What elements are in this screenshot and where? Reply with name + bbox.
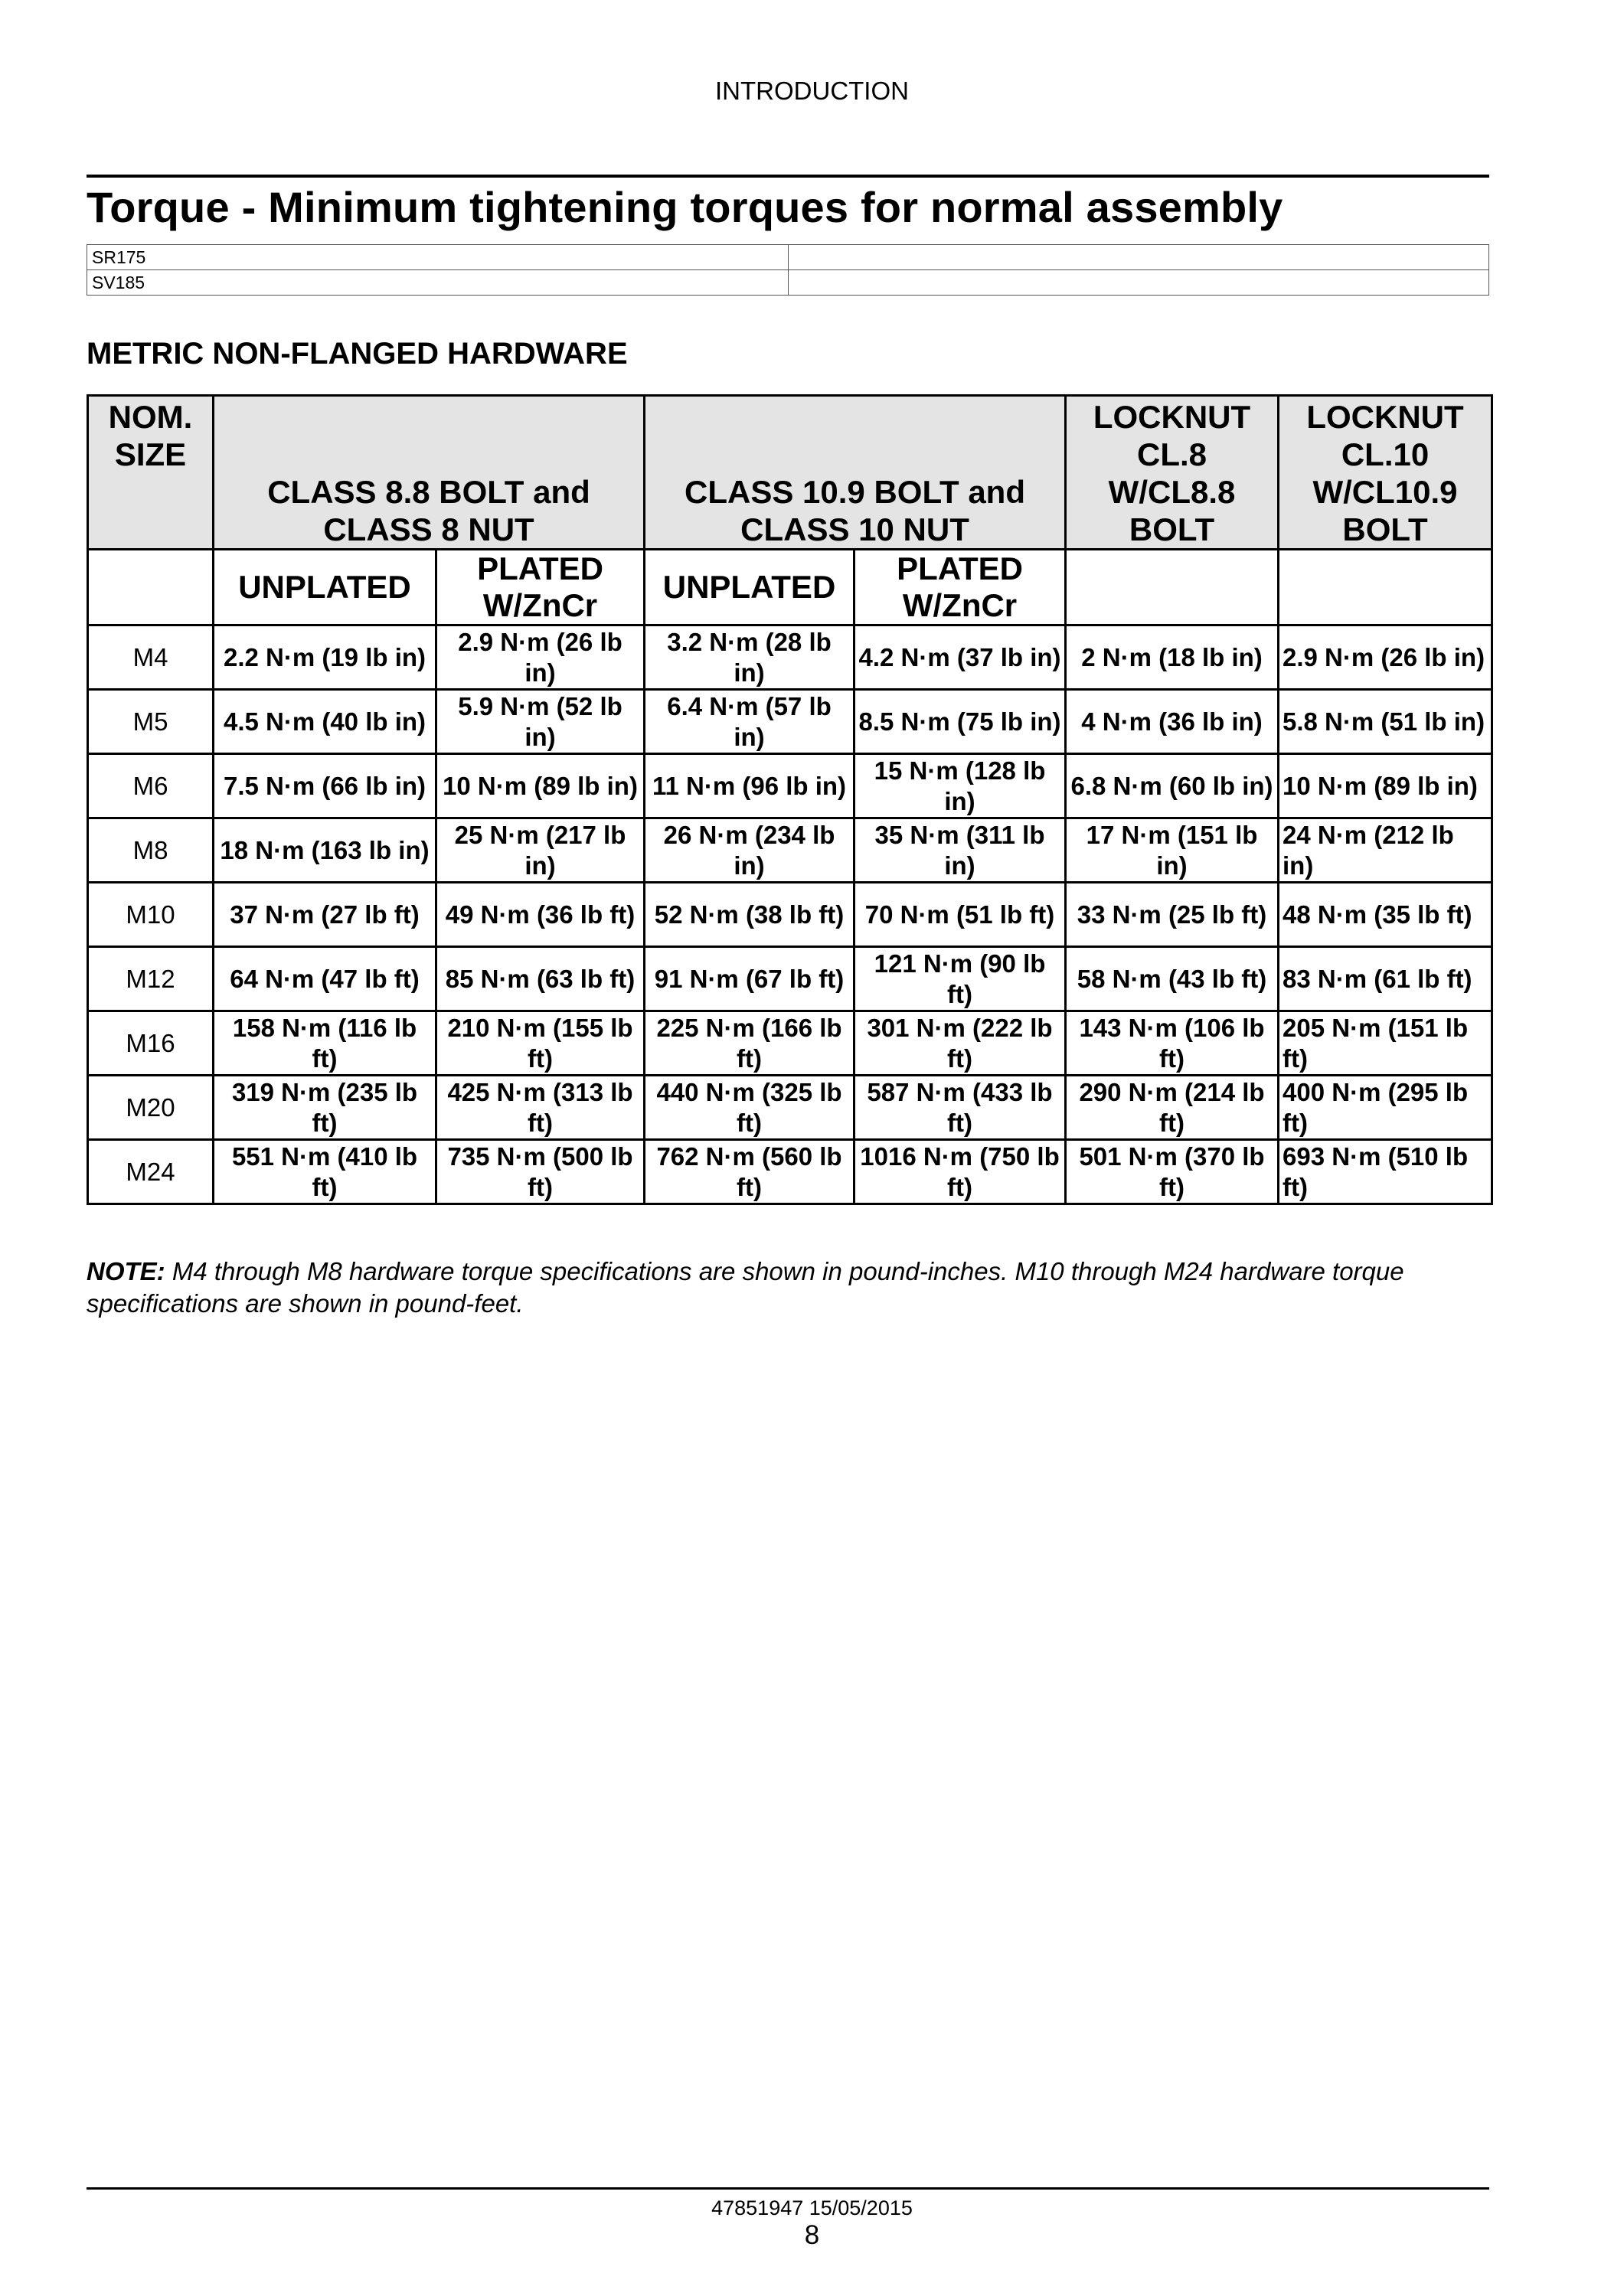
torque-cell: 319 N·m (235 lb ft) [214, 1076, 436, 1140]
size-cell: M6 [88, 754, 214, 818]
torque-cell: 64 N·m (47 lb ft) [214, 947, 436, 1011]
torque-cell: 143 N·m (106 lb ft) [1066, 1011, 1279, 1076]
size-cell: M20 [88, 1076, 214, 1140]
empty-subheader [1279, 550, 1492, 625]
size-cell: M16 [88, 1011, 214, 1076]
torque-cell: 693 N·m (510 lb ft) [1279, 1140, 1492, 1204]
table-row [88, 1076, 1492, 1140]
torque-cell: 301 N·m (222 lb ft) [854, 1011, 1066, 1076]
header-row [88, 396, 1492, 550]
table-row [88, 754, 1492, 818]
torque-cell: 762 N·m (560 lb ft) [645, 1140, 854, 1204]
table-row [88, 1011, 1492, 1076]
section-title: METRIC NON-FLANGED HARDWARE [87, 337, 628, 371]
model-cell: SV185 [87, 270, 789, 296]
torque-cell: 1016 N·m (750 lb ft) [854, 1140, 1066, 1204]
torque-cell: 4.5 N·m (40 lb in) [214, 690, 436, 754]
torque-cell: 400 N·m (295 lb ft) [1279, 1076, 1492, 1140]
page-title: Torque - Minimum tightening torques for normal assembly [87, 183, 1283, 231]
torque-cell: 11 N·m (96 lb in) [645, 754, 854, 818]
plated-subheader: PLATED W/ZnCr [854, 550, 1066, 625]
note-text: M4 through M8 hardware torque specifications are shown in pound-inches. M10 through M24 hardware torque specifications are shown in pound-feet. [87, 1257, 1404, 1318]
size-cell: M5 [88, 690, 214, 754]
title-rule [87, 175, 1489, 178]
model-empty-cell [788, 270, 1489, 296]
torque-cell: 5.8 N·m (51 lb in) [1279, 690, 1492, 754]
unplated-subheader: UNPLATED [645, 550, 854, 625]
torque-cell: 501 N·m (370 lb ft) [1066, 1140, 1279, 1204]
nom-size-header: NOM. SIZE [88, 396, 214, 550]
size-cell: M12 [88, 947, 214, 1011]
torque-cell: 26 N·m (234 lb in) [645, 818, 854, 883]
torque-cell: 10 N·m (89 lb in) [1279, 754, 1492, 818]
torque-cell: 70 N·m (51 lb ft) [854, 883, 1066, 947]
running-header: INTRODUCTION [715, 77, 909, 105]
model-empty-cell [788, 245, 1489, 270]
torque-cell: 85 N·m (63 lb ft) [436, 947, 645, 1011]
torque-cell: 3.2 N·m (28 lb in) [645, 625, 854, 690]
model-row [87, 270, 1489, 296]
size-cell: M8 [88, 818, 214, 883]
page-number: 8 [804, 2220, 820, 2250]
torque-cell: 6.4 N·m (57 lb in) [645, 690, 854, 754]
torque-cell: 25 N·m (217 lb in) [436, 818, 645, 883]
torque-cell: 7.5 N·m (66 lb in) [214, 754, 436, 818]
torque-cell: 440 N·m (325 lb ft) [645, 1076, 854, 1140]
class88-header: CLASS 8.8 BOLT and CLASS 8 NUT [214, 396, 645, 550]
table-row [88, 883, 1492, 947]
torque-cell: 33 N·m (25 lb ft) [1066, 883, 1279, 947]
table-row [88, 690, 1492, 754]
torque-cell: 52 N·m (38 lb ft) [645, 883, 854, 947]
torque-cell: 225 N·m (166 lb ft) [645, 1011, 854, 1076]
torque-cell: 5.9 N·m (52 lb in) [436, 690, 645, 754]
table-row [88, 625, 1492, 690]
locknut10-header: LOCKNUT CL.10 W/CL10.9 BOLT [1279, 396, 1492, 550]
torque-cell: 2.9 N·m (26 lb in) [1279, 625, 1492, 690]
torque-table [87, 394, 1493, 1205]
note-label: NOTE: [87, 1257, 165, 1285]
model-row [87, 245, 1489, 270]
locknut8-header: LOCKNUT CL.8 W/CL8.8 BOLT [1066, 396, 1279, 550]
torque-cell: 2.2 N·m (19 lb in) [214, 625, 436, 690]
torque-cell: 6.8 N·m (60 lb in) [1066, 754, 1279, 818]
torque-cell: 4.2 N·m (37 lb in) [854, 625, 1066, 690]
torque-cell: 58 N·m (43 lb ft) [1066, 947, 1279, 1011]
empty-subheader [1066, 550, 1279, 625]
subheader-row [88, 550, 1492, 625]
torque-cell: 18 N·m (163 lb in) [214, 818, 436, 883]
torque-cell: 210 N·m (155 lb ft) [436, 1011, 645, 1076]
torque-cell: 425 N·m (313 lb ft) [436, 1076, 645, 1140]
torque-body [88, 625, 1492, 1204]
torque-cell: 35 N·m (311 lb in) [854, 818, 1066, 883]
torque-cell: 735 N·m (500 lb ft) [436, 1140, 645, 1204]
footer-rule [87, 2187, 1489, 2190]
empty-subheader [88, 550, 214, 625]
torque-cell: 83 N·m (61 lb ft) [1279, 947, 1492, 1011]
torque-cell: 37 N·m (27 lb ft) [214, 883, 436, 947]
torque-cell: 49 N·m (36 lb ft) [436, 883, 645, 947]
model-table [87, 244, 1489, 296]
table-row [88, 818, 1492, 883]
table-row [88, 947, 1492, 1011]
torque-cell: 205 N·m (151 lb ft) [1279, 1011, 1492, 1076]
torque-cell: 24 N·m (212 lb in) [1279, 818, 1492, 883]
unplated-subheader: UNPLATED [214, 550, 436, 625]
torque-cell: 290 N·m (214 lb ft) [1066, 1076, 1279, 1140]
torque-cell: 158 N·m (116 lb ft) [214, 1011, 436, 1076]
torque-cell: 587 N·m (433 lb ft) [854, 1076, 1066, 1140]
torque-cell: 48 N·m (35 lb ft) [1279, 883, 1492, 947]
size-cell: M24 [88, 1140, 214, 1204]
torque-cell: 15 N·m (128 lb in) [854, 754, 1066, 818]
torque-cell: 2.9 N·m (26 lb in) [436, 625, 645, 690]
note [87, 1256, 1489, 1320]
torque-cell: 17 N·m (151 lb in) [1066, 818, 1279, 883]
torque-cell: 121 N·m (90 lb ft) [854, 947, 1066, 1011]
plated-subheader: PLATED W/ZnCr [436, 550, 645, 625]
size-cell: M4 [88, 625, 214, 690]
torque-cell: 8.5 N·m (75 lb in) [854, 690, 1066, 754]
torque-cell: 10 N·m (89 lb in) [436, 754, 645, 818]
model-cell: SR175 [87, 245, 789, 270]
table-row [88, 1140, 1492, 1204]
class109-header: CLASS 10.9 BOLT and CLASS 10 NUT [645, 396, 1066, 550]
torque-cell: 91 N·m (67 lb ft) [645, 947, 854, 1011]
torque-cell: 2 N·m (18 lb in) [1066, 625, 1279, 690]
document-id: 47851947 15/05/2015 [711, 2196, 913, 2219]
torque-cell: 551 N·m (410 lb ft) [214, 1140, 436, 1204]
torque-cell: 4 N·m (36 lb in) [1066, 690, 1279, 754]
size-cell: M10 [88, 883, 214, 947]
